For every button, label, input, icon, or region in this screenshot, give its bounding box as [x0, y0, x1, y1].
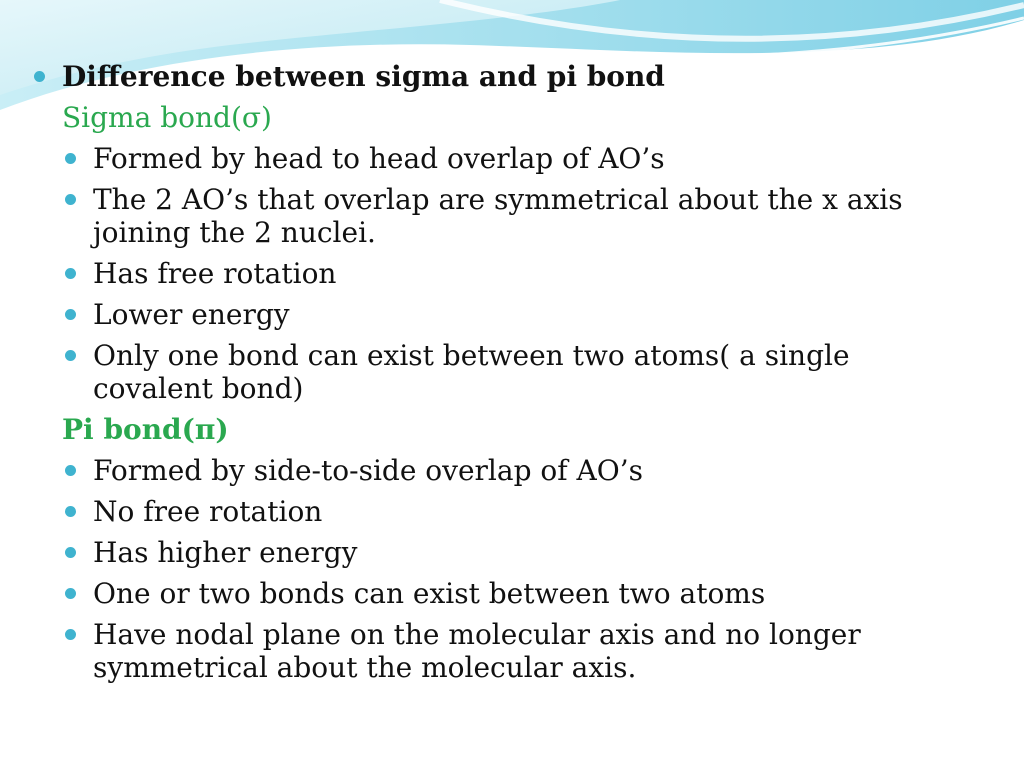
pi-heading: Pi bond(π) [62, 413, 229, 446]
title-bullet [31, 60, 931, 93]
pi-point: One or two bonds can exist between two atoms [62, 577, 962, 610]
sigma-point: Formed by head to head overlap of AO’s [62, 142, 962, 175]
bullet-icon [65, 547, 76, 558]
bullet-icon [65, 153, 76, 164]
bullet-icon [65, 350, 76, 361]
slide-title: Difference between sigma and pi bond [62, 60, 665, 93]
slide-content [62, 60, 962, 692]
pi-point: No free rotation [62, 495, 962, 528]
pi-point: Formed by side-to-side overlap of AO’s [62, 454, 962, 487]
bullet-icon [65, 465, 76, 476]
sigma-point: Has free rotation [62, 257, 962, 290]
sigma-heading: Sigma bond(σ) [62, 101, 272, 134]
bullet-icon [65, 309, 76, 320]
bullet-icon [65, 629, 76, 640]
bullet-icon [34, 71, 45, 82]
bullet-icon [65, 506, 76, 517]
bullet-icon [65, 268, 76, 279]
sigma-point: Lower energy [62, 298, 962, 331]
sigma-point: Only one bond can exist between two atoms( a single covalent bond) [62, 339, 962, 405]
bullet-icon [65, 588, 76, 599]
pi-point: Has higher energy [62, 536, 962, 569]
sigma-point: The 2 AO’s that overlap are symmetrical about the x axis joining the 2 nuclei. [62, 183, 962, 249]
pi-point: Have nodal plane on the molecular axis and no longer symmetrical about the molecular axis. [62, 618, 962, 684]
bullet-icon [65, 194, 76, 205]
